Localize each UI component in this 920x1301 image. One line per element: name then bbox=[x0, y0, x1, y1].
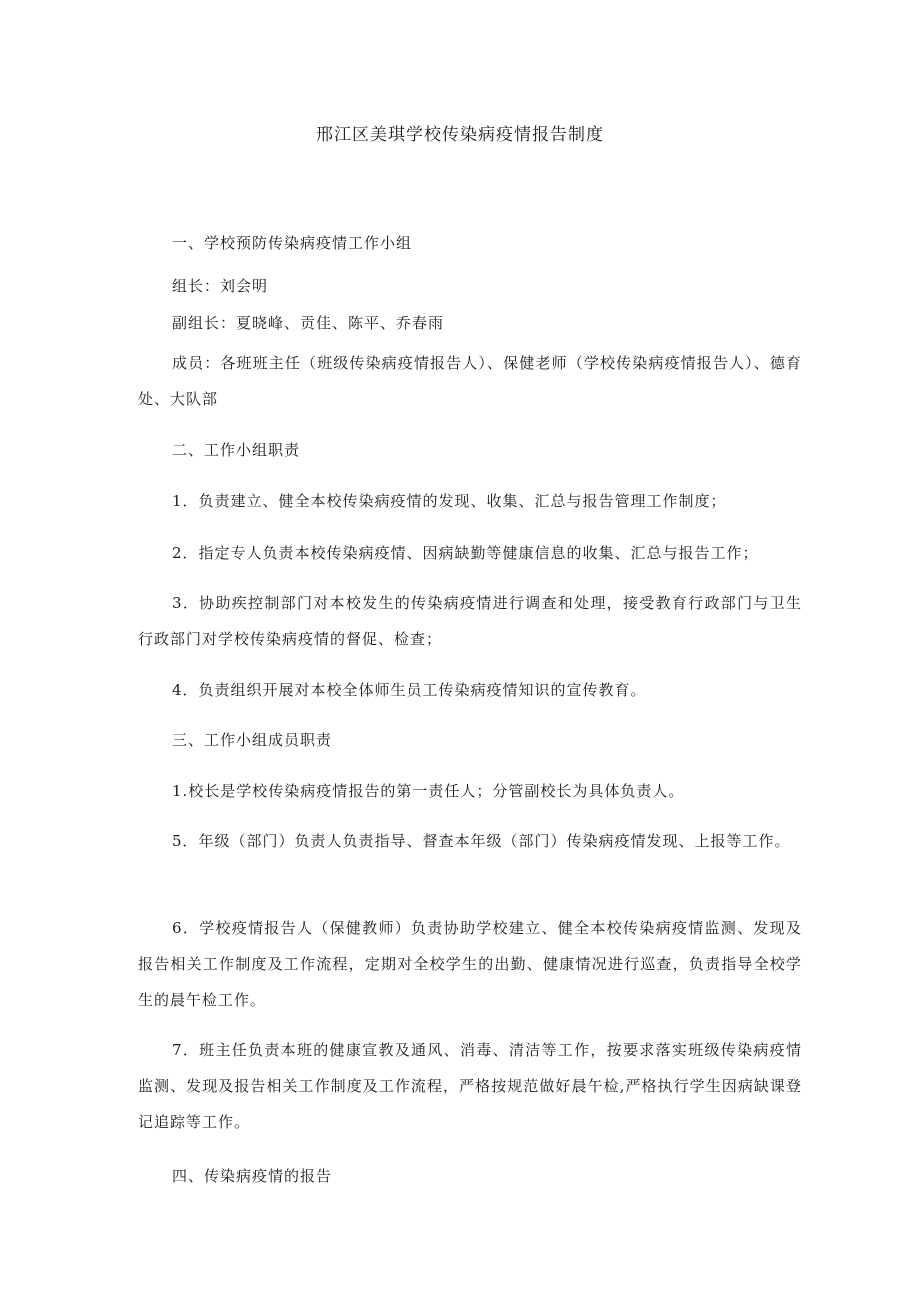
role-item-7: 7．班主任负责本班的健康宣教及通风、消毒、清洁等工作，按要求落实班级传染病疫情监测、发现及报告相关工作制度及工作流程，严格按规范做好晨午检,严格执行学生因病缺课登记追踪等工作。 bbox=[138, 1041, 802, 1131]
group-leader: 组长：刘会明 bbox=[172, 277, 269, 295]
duty-item-3: 3．协助疾控制部门对本校发生的传染病疫情进行调查和处理，接受教育行政部门与卫生行政部门对学校传染病疫情的督促、检查； bbox=[138, 594, 802, 648]
document-title: 邢江区美琪学校传染病疫情报告制度 bbox=[316, 125, 604, 145]
role-item-6: 6．学校疫情报告人（保健教师）负责协助学校建立、健全本校传染病疫情监测、发现及报告相关工作制度及工作流程，定期对全校学生的出勤、健康情况进行巡查，负责指导全校学生的晨午检工作。 bbox=[138, 919, 802, 1009]
section-heading-3: 三、工作小组成员职责 bbox=[172, 731, 333, 749]
role-item-5: 5．年级（部门）负责人负责指导、督查本年级（部门）传染病疫情发现、上报等工作。 bbox=[172, 832, 791, 850]
section-heading-1: 一、学校预防传染病疫情工作小组 bbox=[172, 234, 413, 252]
vice-leaders: 副组长：夏晓峰、贡佳、陈平、乔春雨 bbox=[172, 314, 445, 332]
section-heading-2: 二、工作小组职责 bbox=[172, 441, 301, 459]
duty-item-2: 2．指定专人负责本校传染病疫情、因病缺勤等健康信息的收集、汇总与报告工作； bbox=[172, 544, 759, 562]
role-item-1: 1.校长是学校传染病疫情报告的第一责任人；分管副校长为具体负责人。 bbox=[172, 782, 685, 800]
group-members: 成员：各班班主任（班级传染病疫情报告人）、保健老师（学校传染病疫情报告人）、德育处、大队部 bbox=[138, 354, 802, 408]
duty-item-4: 4．负责组织开展对本校全体师生员工传染病疫情知识的宣传教育。 bbox=[172, 681, 647, 699]
section-heading-4: 四、传染病疫情的报告 bbox=[172, 1167, 333, 1185]
duty-item-1: 1．负责建立、健全本校传染病疫情的发现、收集、汇总与报告管理工作制度； bbox=[172, 492, 727, 510]
